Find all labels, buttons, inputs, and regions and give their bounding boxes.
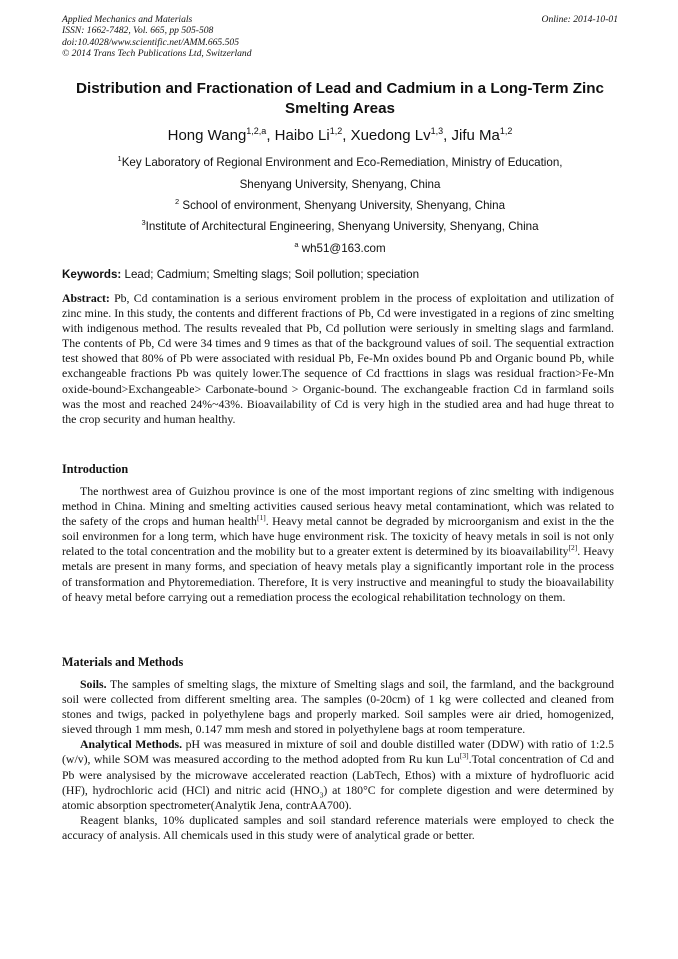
section-heading-introduction: Introduction bbox=[62, 462, 129, 476]
journal-doi: doi:10.4028/www.scientific.net/AMM.665.505 bbox=[62, 36, 240, 48]
author: Haibo Li$^{1,2}$, bbox=[274, 126, 351, 144]
journal-header bbox=[62, 14, 618, 60]
keywords bbox=[62, 268, 622, 282]
author-list bbox=[40, 127, 640, 145]
journal-name: Applied Mechanics and Materials bbox=[62, 14, 193, 25]
introduction-paragraph: The northwest area of Guizhou province is one of the most important regions of zinc smelting with indigenous method in China. Mining and smelting activities caused serious heavy metal contaminationt, which was related to the safety of the crops and human health[1]. Heavy metal cannot be degraded by microorganism and exist in the the soil environmen for a long term, which have huge environment risk. The toxicity of heavy metals in soil is not only related to the total concentration and the mobility but to a greater extent is determined by its bioavailability[2]. Heavy metals are present in many forms, and speciation of heavy metals play a significantly important role in the process of transformation and Phytoremediation. Therefore, It is very instructive and meaningful to study the bioavailability of heavy metal before carrying out a remediation process the ecological rehabilitation technology on them. bbox=[62, 484, 614, 604]
abstract-text: Pb, Cd contamination is a serious enviroment problem in the process of exploitation and utilization of zinc mine. In this study, the contents and different fractions of Pb, Cd were investigated in a regions of zinc smelting with indigenous method. The results revealed that Pb, Cd pollution were seriously in smelting slags and farmland. The contents of Pb, Cd were 34 times and 9 times as that of the background values of soil. The sequential extraction test showed that 80% of Pb were associated with residual Pb, Fe-Mn oxides bound Pb and Organic bound Pb, while exchangeable fractions Pb was quitely lower.The sequence of Cd fracttions in slags was residual fraction>Fe-Mn oxide-bound>Exchangeable> Carbonate-bound > Organic-bound. The exchangeable fraction Cd in farmland soils was the most and reached 24%~43%. Bioavailability of Cd is very high in the studied area and had huge threat to the crop security and human healthy. bbox=[62, 291, 614, 426]
soils-paragraph: Soils. The samples of smelting slags, the mixture of Smelting slags and soil, the farmland, and the background soil were collected from different smelting area. The samples (0-20cm) of 1 kg were collected and cleaned from stones and twigs, packed in polyethylene bags and properly marked. Soil samples were air dried, homogenized, sieved through 1 mm mesh, 0.147 mm mesh and stored in polyethylene bags at room temperature. bbox=[62, 677, 614, 737]
abstract-label: Abstract: bbox=[62, 291, 110, 305]
author-email: $^a$ wh51@163.com bbox=[294, 240, 386, 255]
methods-body bbox=[62, 677, 614, 843]
affiliation-1: $^1$Key Laboratory of Regional Environment and Eco-Remediation, Ministry of Education, bbox=[117, 154, 563, 169]
journal-issn: ISSN: 1662-7482, Vol. 665, pp 505-508 bbox=[62, 25, 214, 37]
paper-title: Distribution and Fractionation of Lead and Cadmium in a Long-Term Zinc Smelting Areas bbox=[76, 80, 604, 117]
analytical-paragraph: Analytical Methods. pH was measured in mixture of soil and double distilled water (DDW) with ratio of 1:2.5 (w/v), while SOM was measured according to the method adopted from Ru kun Lu[3].Total concentration of Cd and Pb were analysised by the microwave accelerated reaction (LabTech, Ethos) with a mixture of hydrofluoric acid (HF), hydrochloric acid (HCl) and nitric acid $(HNO_3)$ at 180°C for complete digestion and were determined by atomic absorption spectrometer(Analytik Jena, contrAA700). bbox=[62, 737, 614, 812]
citation: [1] bbox=[256, 513, 266, 523]
affiliation-3: $^3$Institute of Architectural Engineering, Shenyang University, Shenyang, China bbox=[141, 218, 539, 233]
citation: [3] bbox=[459, 751, 469, 761]
affiliation-1-cont: Shenyang University, Shenyang, China bbox=[239, 178, 441, 191]
reagent-paragraph: Reagent blanks, 10% duplicated samples and soil standard reference materials were employed to check the accuracy of analysis. All chemicals used in this study were of analytical grade or better. bbox=[62, 812, 614, 842]
citation: [2] bbox=[568, 543, 578, 553]
online-date: Online: 2014-10-01 bbox=[541, 14, 618, 25]
author: Hong Wang$^{1,2,a}$, bbox=[167, 126, 275, 144]
author: Xuedong Lv$^{1,3}$, bbox=[350, 126, 452, 144]
journal-copyright: © 2014 Trans Tech Publications Ltd, Switzerland bbox=[62, 48, 252, 60]
keywords-text: Lead; Cadmium; Smelting slags; Soil pollution; speciation bbox=[121, 268, 420, 281]
abstract bbox=[62, 291, 614, 427]
section-heading-methods: Materials and Methods bbox=[62, 655, 184, 669]
author: Jifu Ma$^{1,2}$ bbox=[451, 126, 513, 144]
affiliation-2: $^2$ School of environment, Shenyang University, Shenyang, China bbox=[174, 197, 506, 212]
keywords-label: Keywords: bbox=[62, 268, 122, 281]
